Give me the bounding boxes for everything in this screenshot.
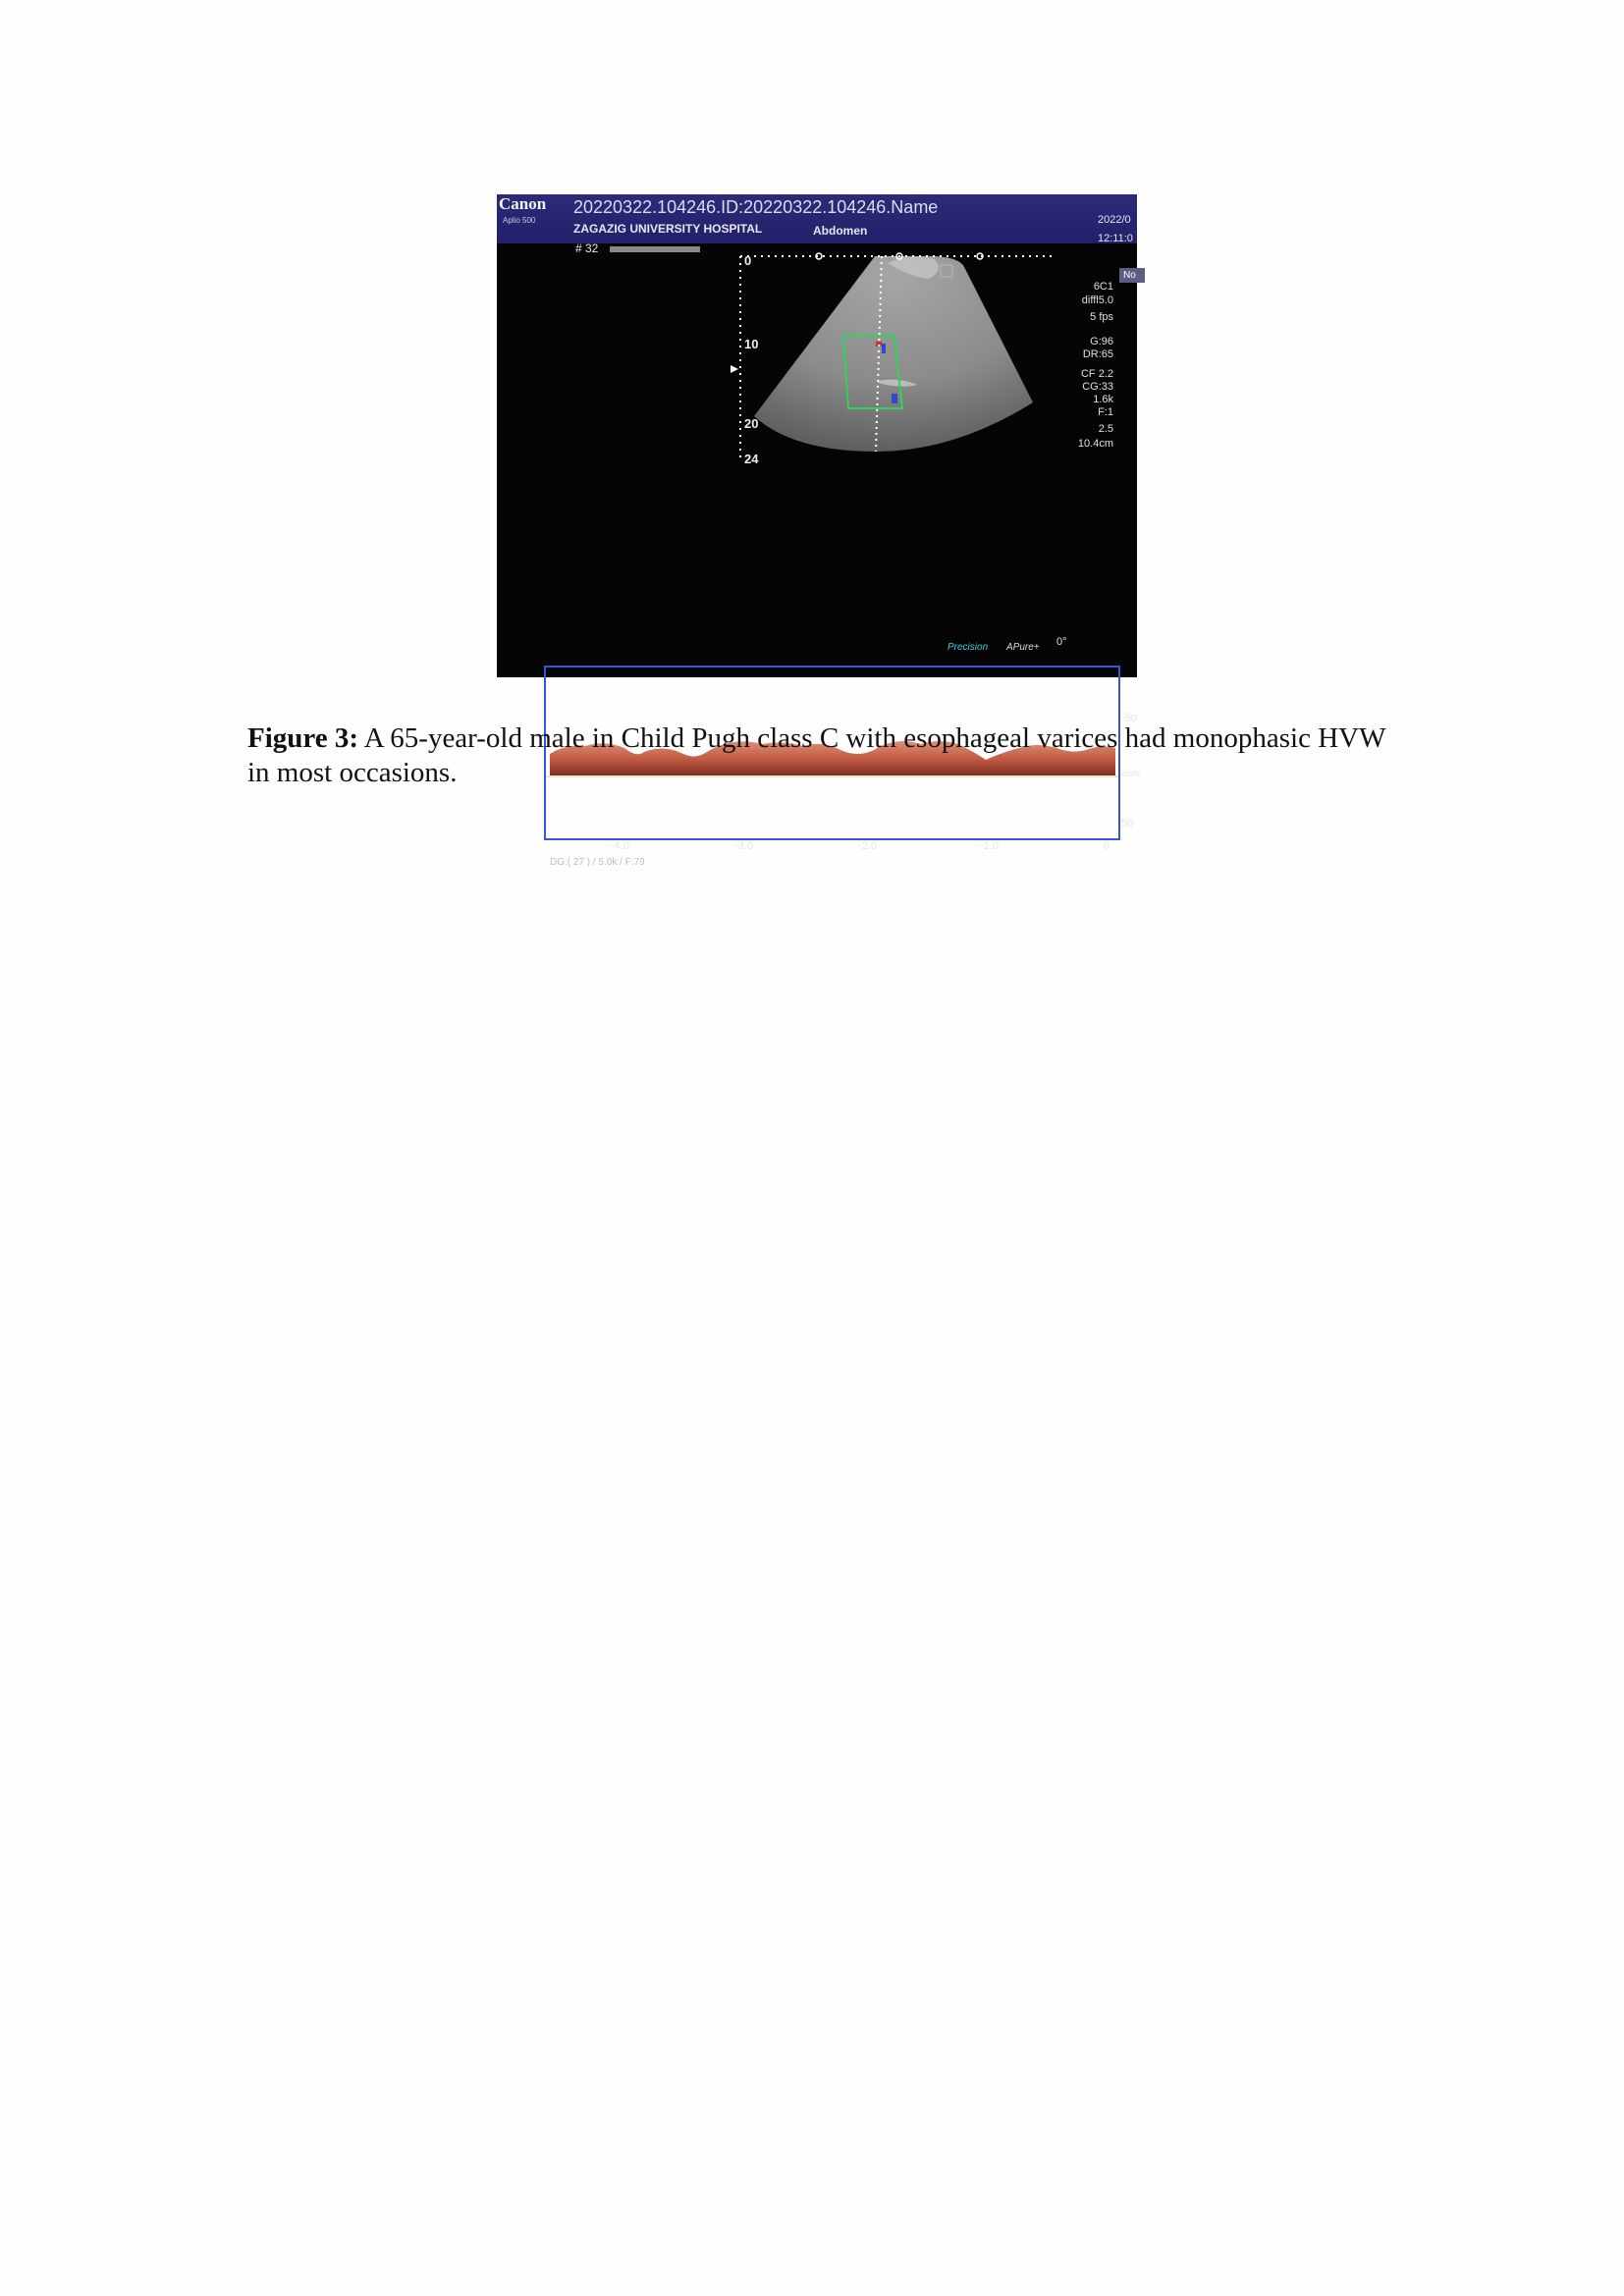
- focus-marker: [731, 365, 738, 373]
- precision-logo: Precision: [947, 642, 989, 653]
- depth-label: 10: [744, 337, 759, 351]
- caption-text: A 65-year-old male in Child Pugh class C with esophageal varices had monophasic HVW in most occasions.: [247, 722, 1385, 788]
- session-id: 20220322.104246.ID:20220322.104246.Name: [573, 197, 939, 217]
- depth-label: 24: [744, 452, 759, 466]
- param-angle-value: 2.5: [1098, 423, 1113, 435]
- depth-label: 20: [744, 416, 759, 431]
- sector-scan: [754, 256, 1033, 452]
- param-probe: 6C1: [1093, 281, 1113, 293]
- color-flow-blue: [882, 344, 886, 353]
- depth-label: 0: [744, 253, 752, 268]
- velocity-tick: -50: [1121, 713, 1137, 724]
- mode-badge: No: [1119, 268, 1145, 283]
- param-dynamic-range: DR:65: [1082, 348, 1113, 360]
- param-cg: CG:33: [1082, 381, 1113, 393]
- param-cf: CF 2.2: [1080, 368, 1113, 380]
- velocity-tick: 50: [1121, 818, 1134, 829]
- hospital-name: ZAGAZIG UNIVERSITY HOSPITAL: [573, 222, 763, 236]
- param-filter: F:1: [1098, 406, 1113, 418]
- param-diff: diffl5.0: [1081, 294, 1113, 306]
- exam-date: 2022/0: [1098, 214, 1131, 226]
- angle-label: 0°: [1056, 636, 1067, 648]
- pure-logo: APure+: [1006, 642, 1040, 653]
- doppler-settings: DG:( 27 ) / 5.0k / F:79: [550, 857, 645, 868]
- model-label: Aplio 500: [503, 216, 536, 225]
- figure-caption: [247, 721, 1396, 790]
- b-mode-image: [497, 194, 1137, 677]
- param-fps: 5 fps: [1090, 311, 1113, 323]
- time-tick: -2.0: [858, 840, 877, 852]
- color-flow-blue-lower: [892, 394, 897, 403]
- brand-logo: Canon: [499, 194, 547, 213]
- frame-number: # 32: [575, 241, 599, 255]
- param-depth: 10.4cm: [1077, 438, 1113, 450]
- caption-label: Figure 3:: [247, 722, 359, 754]
- time-tick: -3.0: [734, 840, 753, 852]
- time-tick: 0: [1104, 840, 1110, 852]
- param-gain: G:96: [1090, 336, 1113, 347]
- velocity-unit: cm/s: [1121, 769, 1140, 778]
- param-prf: 1.6k: [1093, 394, 1113, 405]
- exam-type: Abdomen: [813, 224, 868, 238]
- time-tick: -4.0: [611, 840, 629, 852]
- time-tick: -1.0: [980, 840, 999, 852]
- exam-time: 12:11:0: [1098, 233, 1133, 244]
